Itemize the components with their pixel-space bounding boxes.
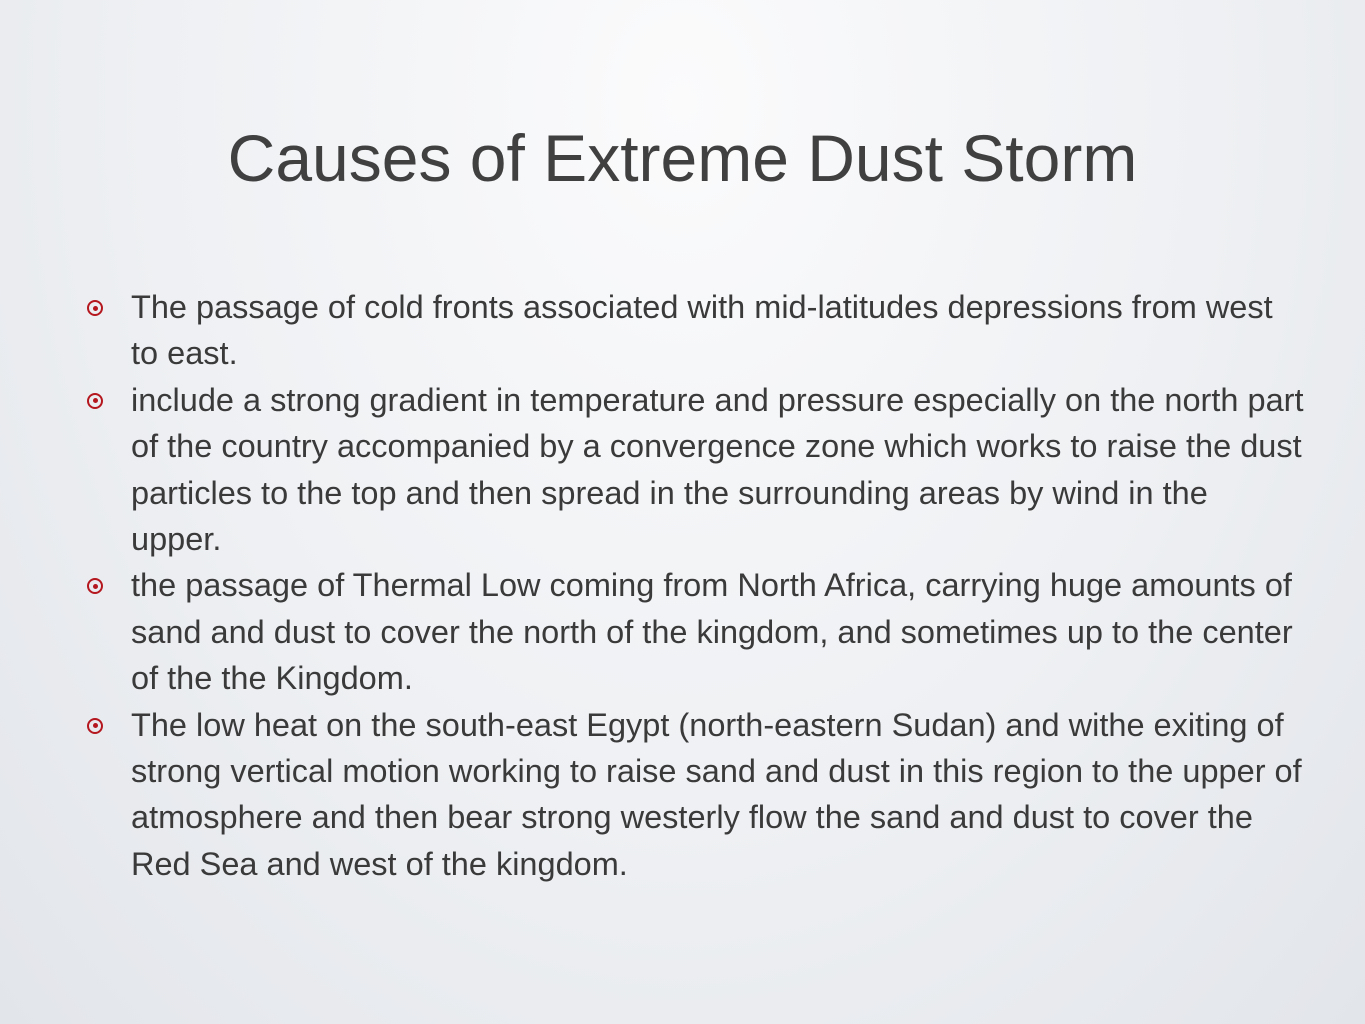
circle-dot-icon bbox=[87, 578, 103, 594]
bullet-text: The low heat on the south-east Egypt (north-eastern Sudan) and withe exiting of strong vertical motion working to raise sand and dust in this region to the upper of atmosphere and then bear strong westerly flow the sand and dust to cover the Red Sea and west of the kingdom. bbox=[131, 706, 1302, 882]
bullet-text: the passage of Thermal Low coming from North Africa, carrying huge amounts of sand and dust to cover the north of the kingdom, and sometimes up to the center of the the Kingdom. bbox=[131, 567, 1293, 697]
bullet-item bbox=[84, 284, 1304, 377]
bullet-list bbox=[84, 284, 1304, 887]
bullet-item bbox=[84, 702, 1304, 888]
circle-dot-icon bbox=[87, 393, 103, 409]
bullet-item bbox=[84, 377, 1304, 563]
bullet-text: include a strong gradient in temperature and pressure especially on the north part of the country accompanied by a convergence zone which works to raise the dust particles to the top and then spread in the surrounding areas by wind in the upper. bbox=[131, 381, 1304, 558]
slide-title: Causes of Extreme Dust Storm bbox=[227, 121, 1138, 195]
circle-dot-icon bbox=[87, 300, 103, 316]
bullet-item bbox=[84, 562, 1304, 701]
bullet-text: The passage of cold fronts associated with mid-latitudes depressions from west to east. bbox=[131, 289, 1273, 372]
circle-dot-icon bbox=[87, 718, 103, 734]
